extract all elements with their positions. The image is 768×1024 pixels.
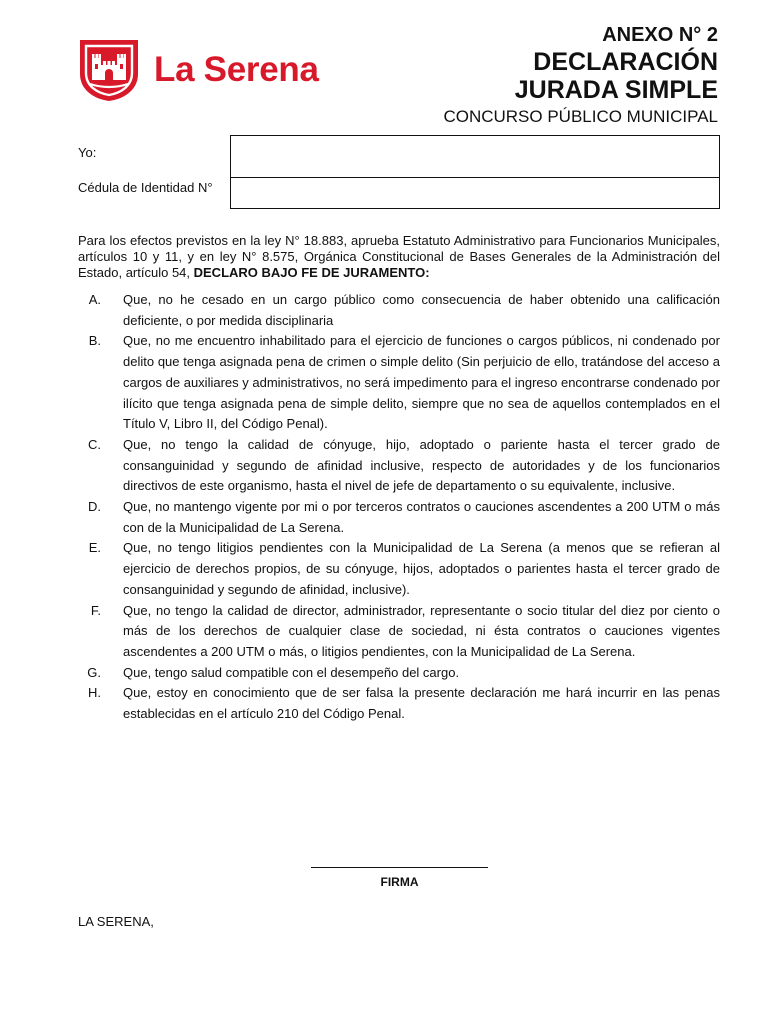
document-header — [443, 22, 718, 128]
item-text: Que, tengo salud compatible con el desempeño del cargo. — [123, 664, 460, 680]
document-subtitle: CONCURSO PÚBLICO MUNICIPAL — [443, 107, 718, 126]
list-item — [78, 601, 720, 663]
city-date-line: LA SERENA, — [78, 914, 154, 929]
list-item — [78, 663, 720, 684]
logo-text: La Serena — [154, 50, 319, 89]
document-title-line-1: DECLARACIÓN — [533, 48, 718, 76]
signature-line — [311, 867, 488, 868]
item-text: Que, estoy en conocimiento que de ser falsa la presente declaración me hará incurrir en las penas establecidas en el artículo 210 del Código Penal. — [123, 685, 720, 722]
item-letter: A. — [88, 292, 101, 307]
yo-field[interactable] — [230, 135, 720, 178]
list-item — [78, 331, 720, 435]
item-text: Que, no tengo litigios pendientes con la Municipalidad de La Serena (a menos que se refieran al ejercicio de derechos propios, de su cónyuge, hijos, adoptados o parientes hasta el tercer grado de consanguinidad y segundo de afinidad, inclusive). — [123, 540, 720, 597]
logo — [78, 38, 319, 102]
yo-label: Yo: — [78, 145, 97, 160]
list-item — [78, 435, 720, 497]
document-title-line-2: JURADA SIMPLE — [514, 76, 718, 104]
list-item — [78, 497, 720, 538]
annex-number: ANEXO N° 2 — [602, 24, 718, 46]
intro-text: Para los efectos previstos en la ley N° 18.883, aprueba Estatuto Administrativo para Funcionarios Municipales, artículos 10 y 11, y en ley N° 8.575, Orgánica Constitucional de Bases Generales de la Administración del Estado, artículo 54, — [78, 233, 720, 280]
item-letter: F. — [90, 602, 101, 618]
item-letter: B. — [88, 333, 101, 349]
item-letter: H. — [88, 685, 101, 701]
item-text: Que, no me encuentro inhabilitado para el ejercicio de funciones o cargos públicos, ni condenado por delito que tenga asignada pena de crimen o simple delito (Sin perjuicio de ello, tratándose del acceso a cargos de auxiliares y administrativos, no será impedimento para el ingreso encontrarse condenado por ilícito que tenga asignada pena de simple delito, siempre que no sea de aquellos contemplados en el Título V, Libro II, del Código Penal). — [123, 333, 720, 432]
cedula-field[interactable] — [230, 177, 720, 209]
intro-declaration: DECLARO BAJO FE DE JURAMENTO: — [193, 265, 430, 280]
list-item — [78, 683, 720, 724]
castle-shield-icon — [78, 38, 140, 102]
list-item — [78, 538, 720, 600]
item-text: Que, no mantengo vigente por mi o por terceros contratos o cauciones ascendentes a 200 UTM o más con de la Municipalidad de La Serena. — [123, 499, 720, 535]
item-letter: C. — [88, 436, 101, 452]
declaration-list — [78, 290, 720, 725]
cedula-label: Cédula de Identidad N° — [78, 180, 213, 195]
item-text: Que, no tengo la calidad de cónyuge, hijo, adoptado o pariente hasta el tercer grado de consanguinidad y segundo de afinidad inclusive, respecto de autoridades y de los funcionarios directivos de este organismo, hasta el nivel de jefe de departamento o su equivalente, inclusive. — [123, 436, 720, 494]
item-text: Que, no he cesado en un cargo público como consecuencia de haber obtenido una calificación deficiente, o por medida disciplinaria — [123, 292, 720, 328]
item-letter: G. — [87, 664, 101, 680]
list-item — [78, 290, 720, 331]
intro-paragraph — [78, 233, 720, 281]
item-letter: D. — [88, 499, 101, 515]
item-letter: E. — [88, 540, 101, 556]
signature-label: FIRMA — [380, 875, 419, 889]
item-text: Que, no tengo la calidad de director, administrador, representante o socio titular del diez por ciento o más de los derechos de cualquier clase de sociedad, ni ésta contratos o cauciones vigentes ascendentes a 200 UTM o más, o litigios pendientes, con la Municipalidad de La Serena. — [123, 602, 720, 659]
